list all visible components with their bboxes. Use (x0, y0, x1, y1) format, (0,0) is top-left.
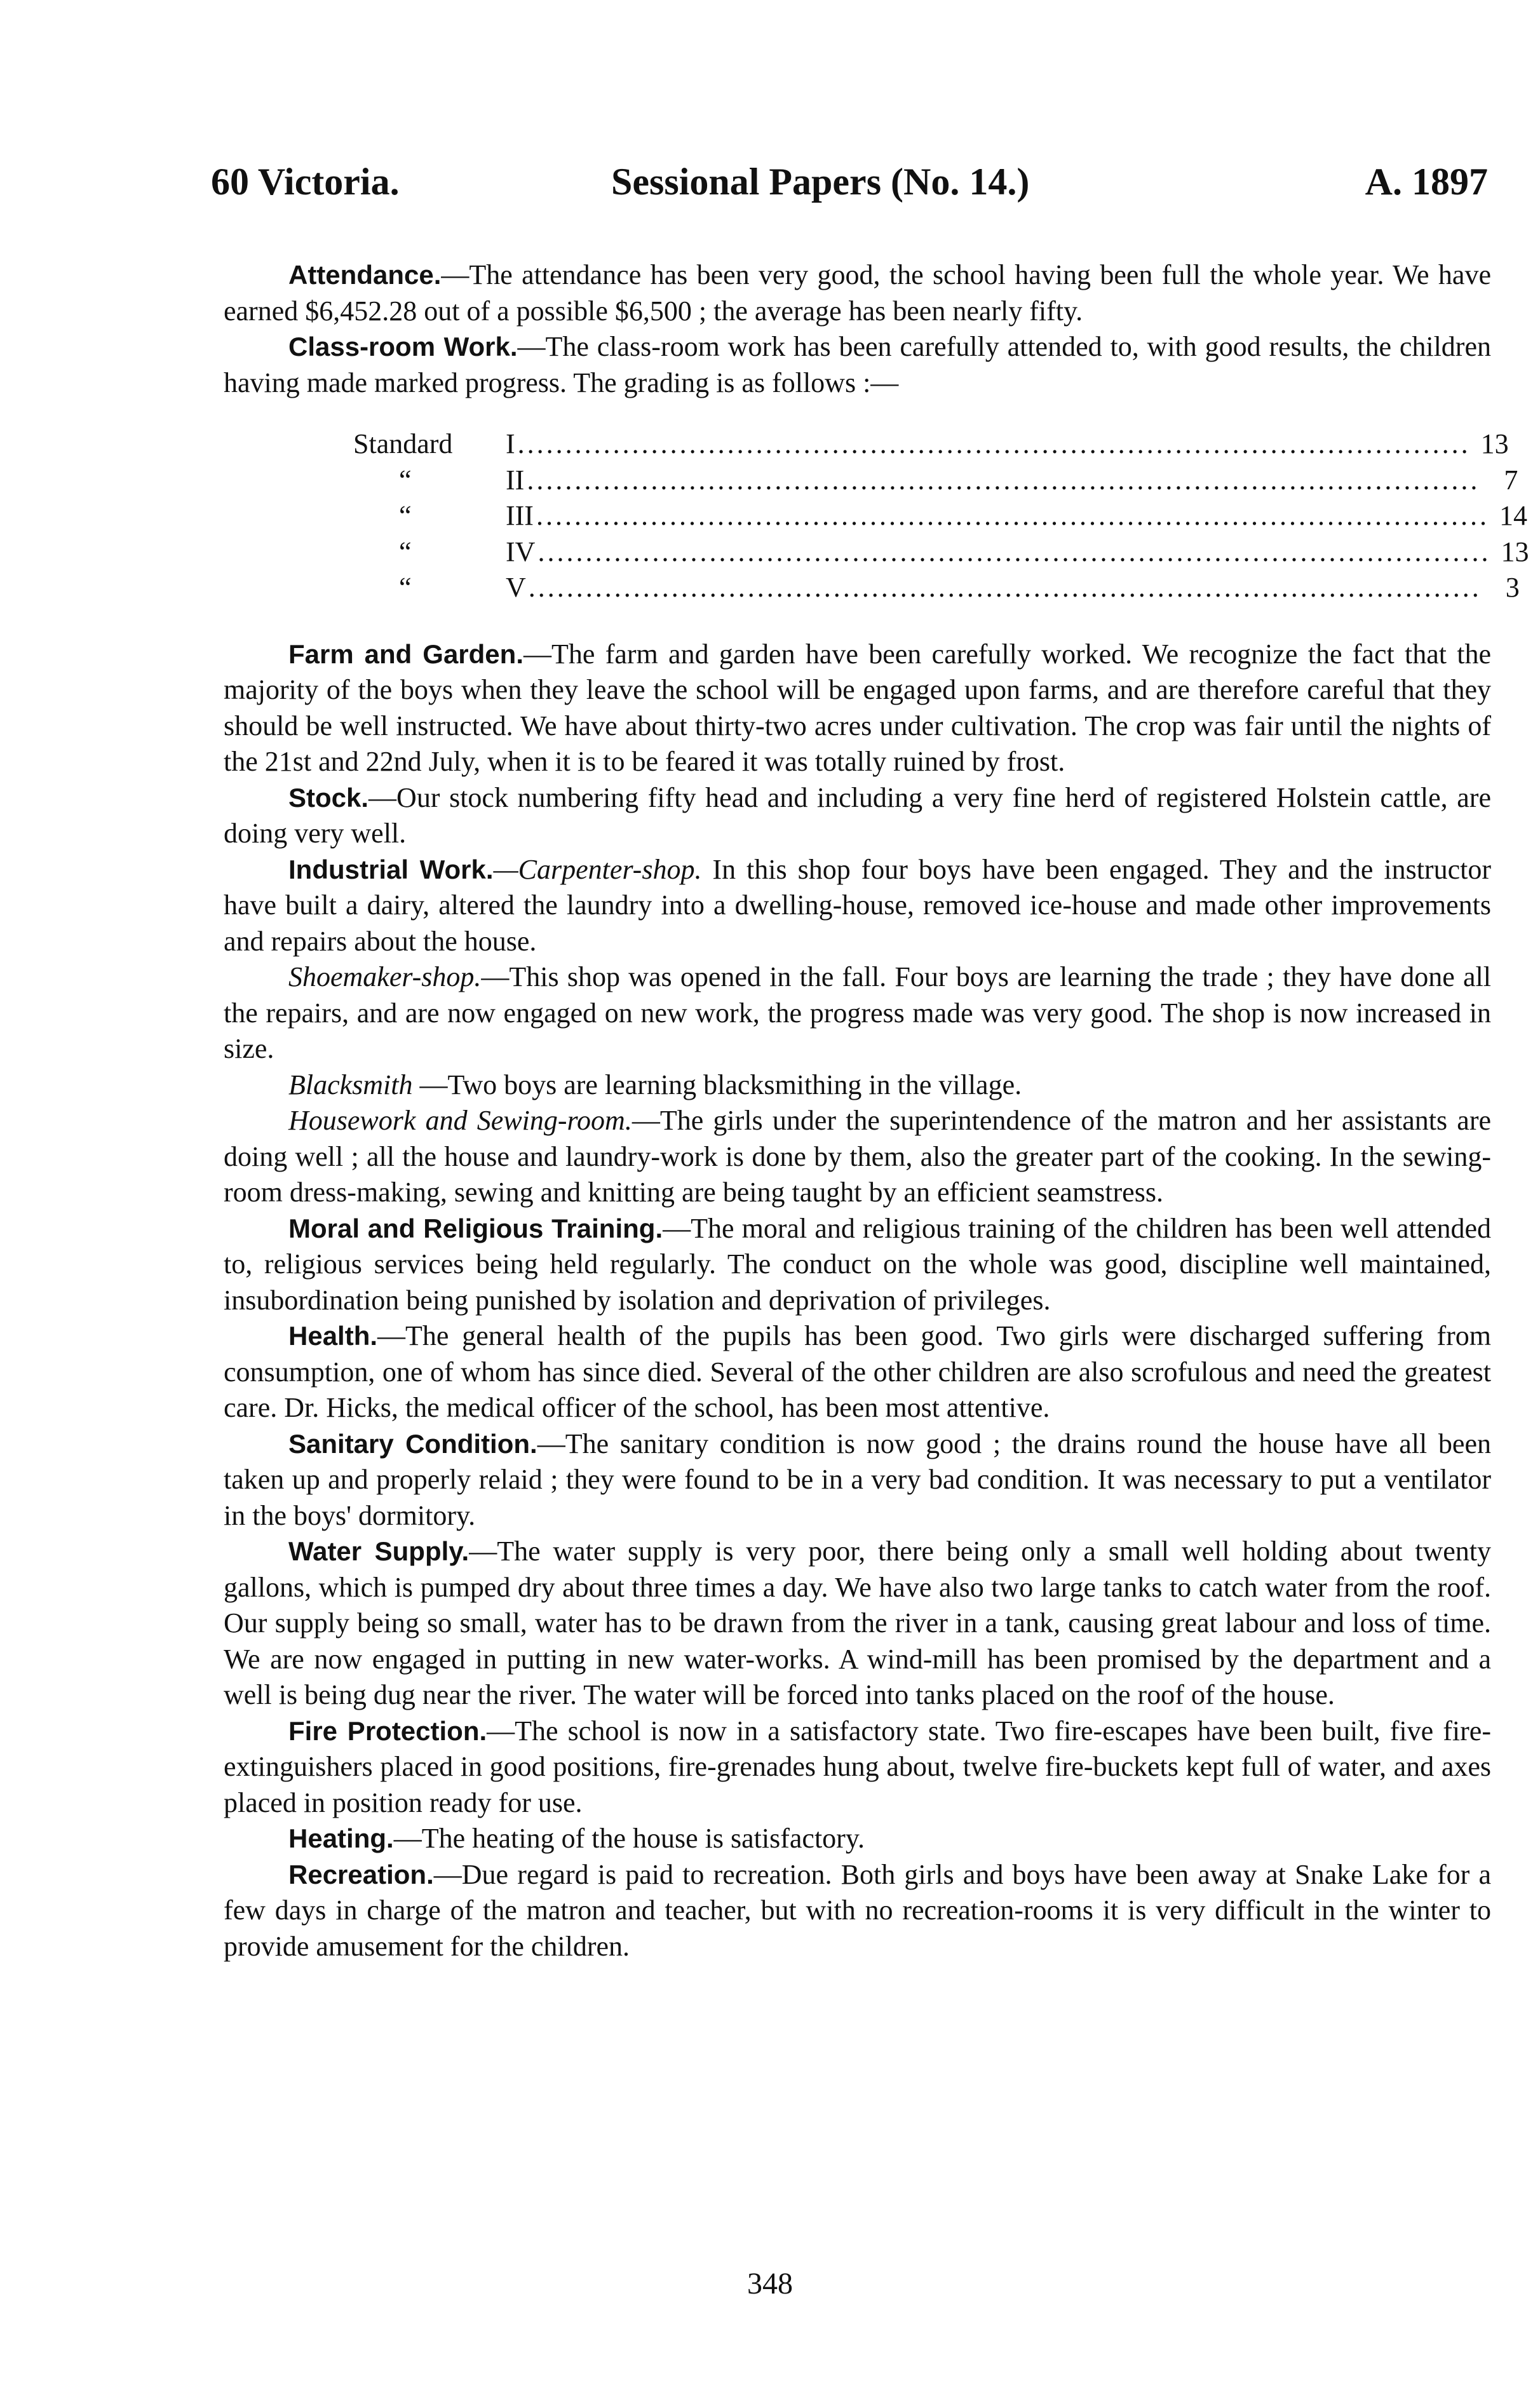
grading-grade: I (506, 428, 515, 459)
grading-grade: III (506, 500, 534, 531)
housework-paragraph (224, 1103, 1491, 1211)
sanitary-heading: Sanitary Condition. (288, 1428, 537, 1459)
grading-count: 7 (1504, 464, 1518, 496)
health-paragraph (224, 1318, 1491, 1426)
leader-dots: .................................................................................................... (528, 572, 1482, 603)
grading-grade: V (506, 572, 526, 603)
stock-text: —Our stock numbering fifty head and including a very fine herd of registered Holstein cattle, are doing very well. (224, 781, 1491, 849)
water-heading: Water Supply. (288, 1536, 469, 1566)
classroom-heading: Class-room Work. (288, 332, 518, 362)
grading-table (353, 426, 1529, 606)
heating-paragraph (224, 1821, 1491, 1857)
health-text: —The general health of the pupils has been good. Two girls were discharged suffering from consumption, one of whom has since died. Several of the other children are also scrofulous and need the greatest care. Dr. Hicks, the medical officer of the school, has been most attentive. (224, 1320, 1491, 1423)
grading-row (353, 534, 1529, 571)
industrial-text: In this shop four boys have been engaged. They and the instructor have built a dairy, altered the laundry into a dwelling-house, removed ice-house and made other improvements and repairs about the house. (224, 853, 1491, 957)
attendance-paragraph (224, 257, 1491, 329)
classroom-text: —The class-room work has been carefully attended to, with good results, the children having made marked progress. The grading is as follows :— (224, 331, 1491, 398)
header-session: 60 Victoria. (211, 161, 400, 203)
housework-heading: Housework and Sewing-room. (288, 1105, 632, 1136)
grading-count: 13 (1501, 536, 1529, 567)
farm-text: —The farm and garden have been carefully worked. We recognize the fact that the majority of the boys when they leave the school will be engaged upon farms, and are therefore careful that they should be well instructed. We have about thirty-two acres under cultivation. The crop was fair until the nights of the 21st and 22nd July, when it is to be feared it was totally ruined by frost. (224, 638, 1492, 777)
fire-paragraph (224, 1713, 1491, 1821)
grading-grade: II (506, 464, 525, 496)
blacksmith-heading: Blacksmith (288, 1069, 413, 1100)
fire-heading: Fire Protection. (288, 1715, 487, 1746)
header-title: Sessional Papers (No. 14.) (611, 161, 1030, 203)
grading-label: “ (399, 500, 412, 531)
blacksmith-paragraph (224, 1067, 1491, 1104)
recreation-heading: Recreation. (288, 1859, 434, 1889)
industrial-paragraph (224, 852, 1491, 960)
report-body (224, 257, 1529, 1964)
water-text: —The water supply is very poor, there being only a small well holding about twenty gallons, which is pumped dry about three times a day. We have also two large tanks to catch water from the roof. Our supply being so small, water has to be drawn from the river in a tank, causing great labour and loss of time. We are now engaged in putting in new water-works. A wind-mill has been promised by the department and a well is being dug near the river. The water will be forced into tanks placed on the roof of the house. (224, 1536, 1492, 1710)
industrial-heading: Industrial Work. (288, 854, 494, 884)
shoemaker-heading: Shoemaker-shop. (288, 961, 482, 992)
moral-text: —The moral and religious training of the children has been well attended to, religious services being held regularly. The conduct on the whole was good, discipline well maintained, insubordination being punished by isolation and deprivation of privileges. (224, 1212, 1491, 1316)
leader-dots: .................................................................................................... (537, 536, 1491, 567)
stock-paragraph (224, 780, 1491, 852)
sanitary-paragraph (224, 1426, 1491, 1534)
grading-row (353, 426, 1509, 463)
carpenter-subheading: —Carpenter-shop. (493, 853, 702, 885)
grading-label: “ (399, 572, 412, 603)
grading-count: 14 (1499, 500, 1527, 531)
fire-text: —The school is now in a satisfactory state. Two fire-escapes have been built, five fire-extinguishers placed in good positions, fire-grenades hung about, twelve fire-buckets kept full of water, and axes placed in position ready for use. (224, 1715, 1491, 1818)
sanitary-text: —The sanitary condition is now good ; the drains round the house have all been taken up and properly relaid ; they were found to be in a very bad condition. It was necessary to put a ventilator in the boys' dormitory. (224, 1428, 1491, 1531)
blacksmith-text: —Two boys are learning blacksmithing in the village. (412, 1069, 1022, 1100)
attendance-heading: Attendance. (288, 260, 442, 290)
grading-row (353, 463, 1518, 499)
leader-dots: .................................................................................................... (517, 428, 1471, 459)
recreation-paragraph (224, 1857, 1491, 1965)
heating-heading: Heating. (288, 1823, 394, 1853)
grading-label: “ (399, 464, 412, 496)
classroom-paragraph (224, 329, 1491, 401)
moral-paragraph (224, 1211, 1491, 1319)
header-year: A. 1897 (1365, 161, 1488, 203)
heating-text: —The heating of the house is satisfactory. (393, 1823, 865, 1854)
shoemaker-paragraph (224, 959, 1491, 1067)
grading-count: 13 (1480, 428, 1509, 459)
leader-dots: .................................................................................................... (536, 500, 1489, 531)
grading-grade: IV (506, 536, 536, 567)
grading-row (353, 498, 1527, 534)
shoemaker-text: —This shop was opened in the fall. Four boys are learning the trade ; they have done all the repairs, and are now engaged on new work, the progress made was very good. The shop is now increased in size. (224, 961, 1491, 1064)
recreation-text: —Due regard is paid to recreation. Both girls and boys have been away at Snake Lake for a few days in charge of the matron and teacher, but with no recreation-rooms it is very difficult in the winter to provide amusement for the children. (224, 1858, 1491, 1962)
health-heading: Health. (288, 1321, 378, 1351)
stock-heading: Stock. (288, 782, 369, 813)
farm-paragraph (224, 637, 1491, 780)
grading-label: “ (399, 536, 412, 567)
farm-heading: Farm and Garden. (288, 639, 523, 669)
moral-heading: Moral and Religious Training. (288, 1213, 663, 1243)
page-number: 348 (747, 2267, 793, 2301)
housework-text: —The girls under the superintendence of the matron and her assistants are doing well ; all the house and laundry-work is done by them, also the greater part of the cooking. In the sewing-room dress-making, sewing and knitting are being taught by an efficient seamstress. (224, 1105, 1491, 1208)
grading-row (353, 570, 1520, 606)
grading-label: Standard (353, 428, 453, 459)
grading-count: 3 (1505, 572, 1520, 603)
water-paragraph (224, 1534, 1491, 1713)
attendance-text: —The attendance has been very good, the school having been full the whole year. We have earned $6,452.28 out of a possible $6,500 ; the average has been nearly fifty. (224, 259, 1491, 327)
page-header (211, 160, 1488, 211)
leader-dots: .................................................................................................... (527, 464, 1480, 496)
